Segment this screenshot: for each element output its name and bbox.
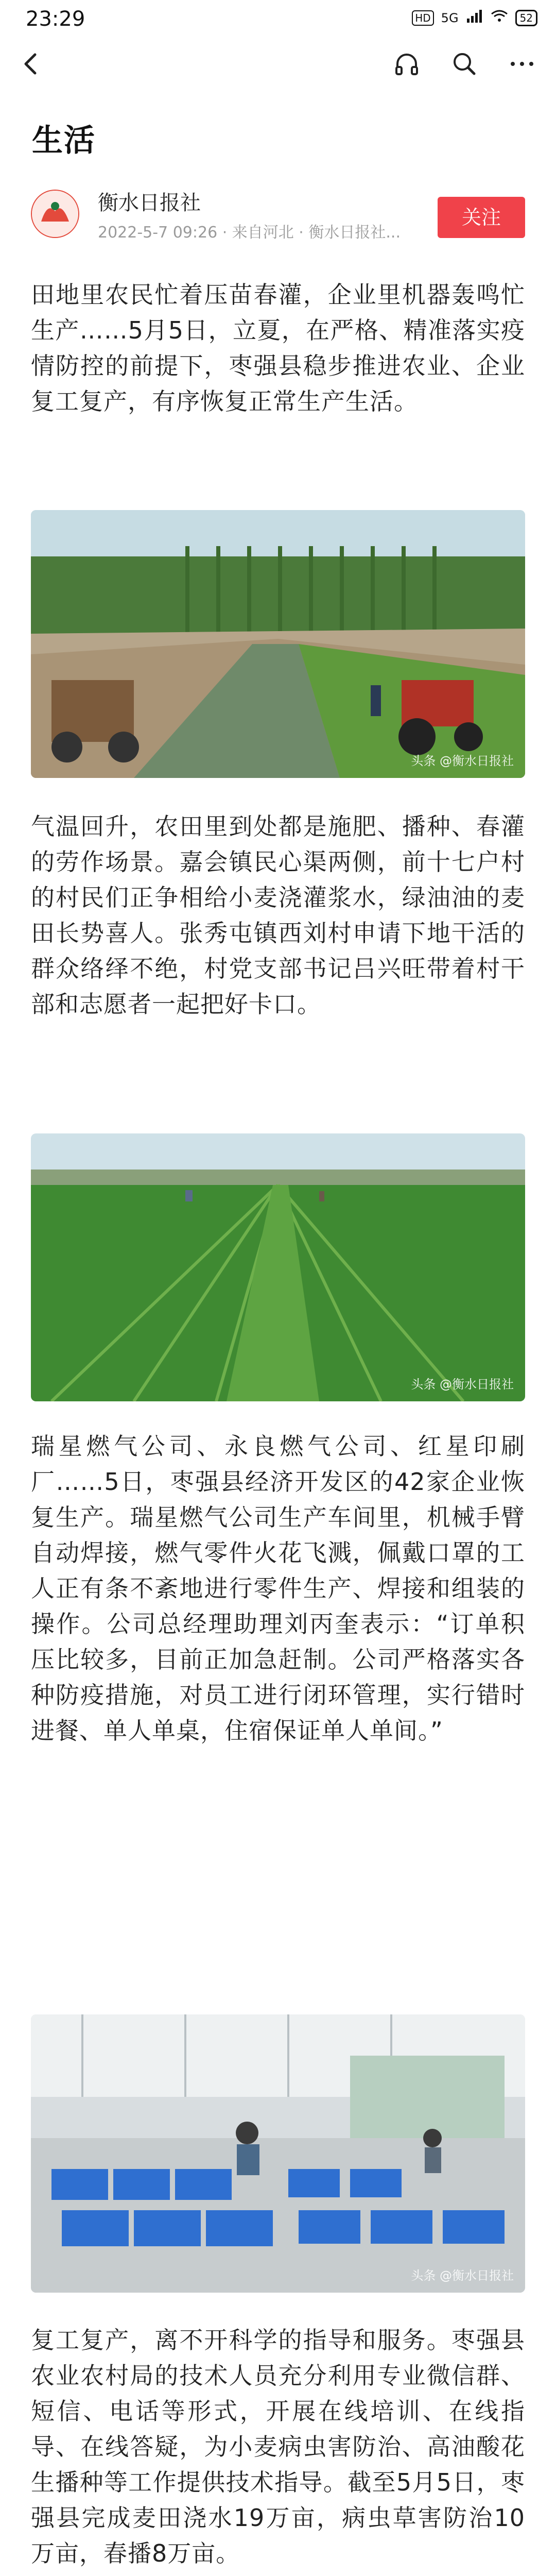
page-title: 生活 <box>32 123 96 159</box>
status-bar <box>0 0 556 36</box>
battery-icon: 52 <box>515 10 537 26</box>
signal-icon <box>466 9 483 26</box>
network-label: 5G <box>441 10 459 25</box>
back-arrow-icon[interactable] <box>18 49 46 78</box>
author-row <box>31 185 525 242</box>
follow-button[interactable]: 关注 <box>438 197 525 238</box>
author-meta: 2022-5-7 09:26 · 来自河北 · 衡水日报社... <box>98 224 401 242</box>
photo-watermark: 头条 @衡水日报社 <box>411 1377 514 1392</box>
nav-bar <box>0 46 556 88</box>
headphones-icon[interactable] <box>391 48 422 79</box>
search-icon[interactable] <box>449 48 480 79</box>
article-paragraph-3: 瑞星燃气公司、永良燃气公司、红星印刷厂……5日，枣强县经济开发区的42家企业恢复生产。瑞星燃气公司生产车间里，机械手臂自动焊接，燃气零件火花飞溅，佩戴口罩的工人正有条不紊地进行零件生产、焊接和组装的操作。公司总经理助理刘丙奎表示：“订单积压比较多，目前正加急赶制。公司严格落实各种防疫措施，对员工进行闭环管理，实行错时进餐、单人单桌，住宿保证单人单间。” <box>31 1432 525 1744</box>
photo-factory-workshop[interactable] <box>31 2014 525 2293</box>
photo-farm-irrigation[interactable] <box>31 510 525 778</box>
author-name[interactable]: 衡水日报社 <box>98 191 201 215</box>
hd-icon: HD <box>412 10 433 26</box>
article-paragraph-1: 田地里农民忙着压苗春灌，企业里机器轰鸣忙生产……5月5日，立夏，在严格、精准落实疫情防控的前提下，枣强县稳步推进农业、企业复工复产，有序恢复正常生产生活。 <box>31 281 525 415</box>
photo-watermark: 头条 @衡水日报社 <box>411 2268 514 2283</box>
wifi-icon <box>491 9 508 26</box>
more-icon[interactable] <box>507 48 537 79</box>
avatar[interactable] <box>31 190 79 238</box>
status-icons <box>412 9 537 26</box>
photo-watermark: 头条 @衡水日报社 <box>411 754 514 768</box>
photo-wheat-field[interactable] <box>31 1133 525 1401</box>
article-paragraph-2: 气温回升，农田里到处都是施肥、播种、春灌的劳作场景。嘉会镇民心渠两侧，前十七户村的村民们正争相给小麦浇灌浆水，绿油油的麦田长势喜人。张秀屯镇西刘村申请下地干活的群众络绎不绝，村党支部书记吕兴旺带着村干部和志愿者一起把好卡口。 <box>31 812 525 1018</box>
article-paragraph-4: 复工复产，离不开科学的指导和服务。枣强县农业农村局的技术人员充分利用专业微信群、短信、电话等形式，开展在线培训、在线指导、在线答疑，为小麦病虫害防治、高油酸花生播种等工作提供技术指导。截至5月5日，枣强县完成麦田浇水19万亩，病虫草害防治10万亩，春播8万亩。 <box>31 2326 525 2567</box>
status-time: 23:29 <box>26 7 85 31</box>
